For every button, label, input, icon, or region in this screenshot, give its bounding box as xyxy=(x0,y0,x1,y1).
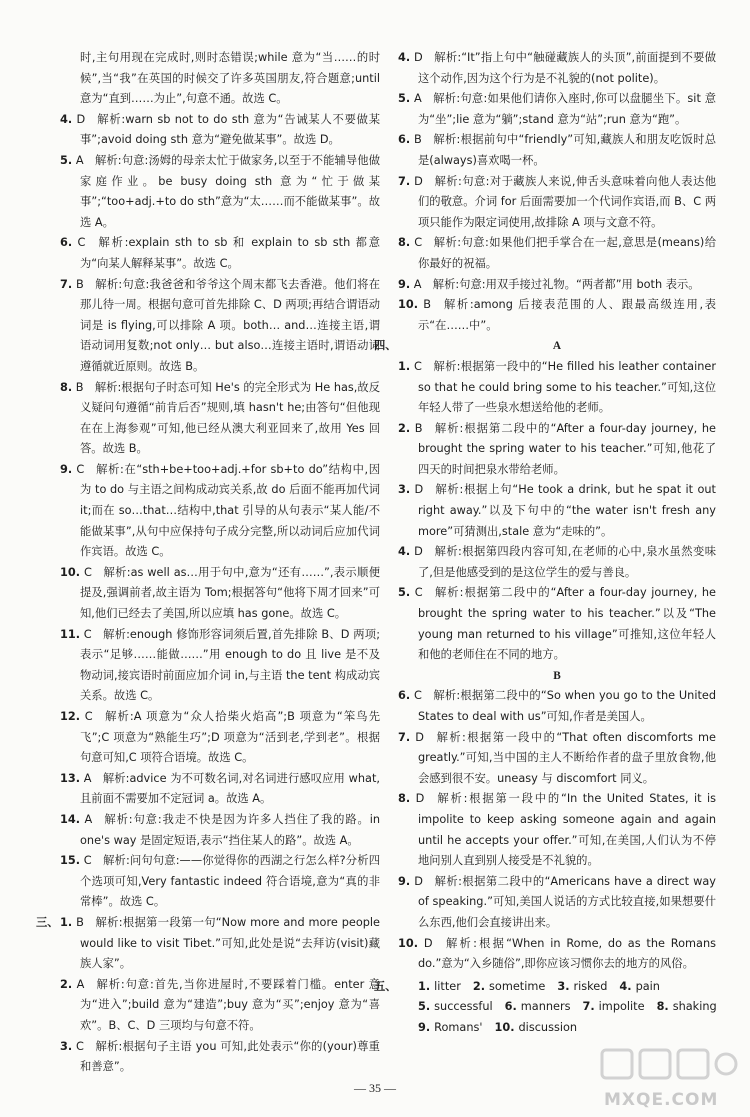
answer-item xyxy=(60,563,380,625)
item-answer: A xyxy=(413,277,422,291)
item-number: 2. xyxy=(398,421,411,435)
answer-item xyxy=(60,460,380,563)
item-explanation: 解析:根据第二段中的“After a four-day journey, he brought the spring water to his teacher.”以及“The young man returned to his village”可推知,这位年轻人和他的老师住在不同的地方。 xyxy=(418,586,717,662)
item-answer: B xyxy=(76,277,84,291)
item-explanation: 解析:句意:如果他们请你入座时,你可以盘腿坐下。sit 意为“坐”;lie 意为“躺”;stand 意为“站”;run 意为“跑”。 xyxy=(418,92,716,126)
watermark-text: MXQE.COM xyxy=(604,1090,719,1110)
item-number: 9. xyxy=(60,462,73,476)
word-answer: pain xyxy=(635,979,660,993)
item-explanation: 解析:根据第二段中的“So when you go to the United States to deal with us”可知,作者是美国人。 xyxy=(418,689,717,723)
item-number: 2. xyxy=(60,977,73,991)
item-number: 1. xyxy=(398,359,411,373)
item-number: 8. xyxy=(398,236,411,250)
item-answer: C xyxy=(83,565,92,579)
item-answer: B xyxy=(414,133,422,147)
item-number: 5. xyxy=(398,586,411,600)
item-explanation: 解析:advice 为不可数名词,对名词进行感叹应用 what,且前面不需要加不定冠词 a。故选 A。 xyxy=(80,771,380,806)
item-explanation: 解析:根据第一段第一句“Now more and more people would like to visit Tibet.”可知,此处是说“去拜访(visit)藏族人家”。 xyxy=(80,915,380,971)
answer-item xyxy=(60,913,380,975)
left-column xyxy=(36,48,381,1078)
item-answer: D xyxy=(414,174,423,188)
passage-heading: B xyxy=(553,669,561,682)
answer-item xyxy=(398,275,716,296)
item-explanation: 解析:warn sb not to do sth 意为“告诫某人不要做某事”;avoid doing sth 意为“避免做某事”。故选 D。 xyxy=(80,112,380,147)
section-5-rows xyxy=(398,977,716,1039)
item-explanation: 解析:根据句子时态可知 He's 的完全形式为 He has,故反义疑问句遵循“前肯后否”规则,填 hasn't he;由答句“但他现在在上海参观”可知,他已经从澳大利亚回来了,故用 Yes 回答。故选 B。 xyxy=(80,380,380,456)
item-answer: A xyxy=(84,812,93,826)
word-number: 5. xyxy=(418,1000,431,1014)
word-number: 4. xyxy=(619,979,632,993)
word-number: 10. xyxy=(494,1020,515,1034)
item-explanation: 解析:根据第四段内容可知,在老师的心中,泉水虽然变味了,但是他感受到的是这位学生的爱与善良。 xyxy=(418,545,716,579)
item-answer: D xyxy=(423,936,433,950)
word-answer: shaking xyxy=(672,1000,717,1014)
answer-item xyxy=(60,233,380,274)
item-number: 9. xyxy=(398,874,411,888)
item-number: 5. xyxy=(60,153,73,167)
item-number: 11. xyxy=(60,627,81,641)
answer-list-right xyxy=(398,48,716,336)
answer-item xyxy=(398,295,716,336)
item-explanation: 解析:A 项意为“众人拾柴火焰高”;B 项意为“笨鸟先飞”;C 项意为“熟能生巧”;D 项意为“活到老,学到老”。根据句意可知,C 项符合语境。故选 C。 xyxy=(80,710,380,765)
item-explanation: 解析:句意:汤姆的母亲太忙于做家务,以至于不能辅导他做家庭作业。be busy doing sth 意为“忙于做某事”;“too+adj.+to do sth”意为“太……而不能做某事”。故选 A。 xyxy=(80,153,380,229)
passage-heading: A xyxy=(552,340,562,353)
item-answer: C xyxy=(414,236,423,250)
item-answer: D xyxy=(76,112,86,126)
answer-item xyxy=(60,275,380,378)
item-explanation: 解析:句意:对于藏族人来说,伸舌头意味着向他人表达他们的敬意。介词 for 后面需要加一个代词作宾语,而 B、C 两项只能作为限定词使用,故排除 A 项与文意不符。 xyxy=(418,174,716,229)
answer-item xyxy=(60,975,380,1037)
item-answer: C xyxy=(414,359,422,373)
item-answer: C xyxy=(83,627,92,641)
word-number: 2. xyxy=(472,979,486,993)
item-number: 7. xyxy=(398,174,411,188)
word-answer: sometime xyxy=(489,979,546,993)
item-number: 7. xyxy=(60,277,73,291)
word-answer: impolite xyxy=(598,1000,645,1014)
section-4-parts xyxy=(398,336,716,974)
item-number: 9. xyxy=(398,277,411,291)
item-explanation: 解析:根据“When in Rome, do as the Romans do.”意为“入乡随俗”,即你应该习惯你去的地方的风俗。 xyxy=(418,936,716,971)
word-row xyxy=(398,977,716,998)
word-number: 9. xyxy=(418,1020,431,1034)
answer-item xyxy=(60,1037,380,1078)
word-answer: litter xyxy=(434,979,461,993)
item-answer: C xyxy=(76,462,85,476)
item-explanation: 解析:根据句子主语 you 可知,此处表示“你的(your)尊重和善意”。 xyxy=(80,1039,380,1074)
item-answer: C xyxy=(77,236,86,250)
answer-item xyxy=(60,151,380,233)
item-answer: D xyxy=(415,792,425,806)
answer-item xyxy=(398,480,716,542)
item-answer: B xyxy=(76,915,84,929)
word-number: 7. xyxy=(582,1000,595,1014)
item-explanation: 解析:句意:如果他们把手掌合在一起,意思是(means)给你最好的祝福。 xyxy=(418,236,716,270)
item-number: 6. xyxy=(60,236,73,250)
answer-item xyxy=(398,872,716,934)
section-3 xyxy=(36,913,380,1078)
answer-item xyxy=(60,625,380,707)
item-number: 8. xyxy=(60,380,73,394)
section-4 xyxy=(374,336,717,974)
item-answer: C xyxy=(83,854,92,868)
word-number: 1. xyxy=(418,979,431,993)
item-number: 13. xyxy=(60,771,81,785)
answer-item xyxy=(398,130,716,171)
answer-item xyxy=(60,707,380,769)
item-number: 1. xyxy=(60,915,73,929)
answer-item xyxy=(60,110,380,151)
answer-item xyxy=(398,233,716,274)
answer-item xyxy=(398,934,716,975)
answer-item xyxy=(398,583,716,665)
answer-item xyxy=(60,769,380,810)
item-answer: A xyxy=(414,92,422,106)
item-explanation: 时,主句用现在完成时,则时态错误;while 意为“当……的时候”,当“我”在英国的时候交了许多英国朋友,符合题意;until 意为“直到……为止”,句意不通。故选 C。 xyxy=(80,51,380,106)
section-5 xyxy=(374,977,717,1039)
item-explanation: 解析:根据上句“He took a drink, but he spat it out right away.”以及下句中的“the water isn't fresh any more”可猜测出,stale 意为“走味的”。 xyxy=(418,483,716,538)
item-explanation: 解析:as well as…用于句中,意为“还有……”,表示顺便提及,强调前者,故主语为 Tom;根据答句“他将下周才回来”可知,他们已经去了美国,所以应填 has gone。故选 C。 xyxy=(80,565,380,621)
item-answer: D xyxy=(414,545,423,559)
item-number: 10. xyxy=(398,936,419,950)
item-explanation: 解析:根据第一段中的“He filled his leather container so that he could bring some to his teacher.”可知,这位年轻人带了一些泉水想送给他的老师。 xyxy=(418,359,716,415)
item-explanation: 解析:根据第二段中的“Americans have a direct way of speaking.”可知,美国人说话的方式比较直接,如果想要什么东西,他们会直接讲出来。 xyxy=(418,874,716,929)
item-number: 6. xyxy=(398,133,411,147)
item-number: 6. xyxy=(398,689,411,703)
section-5-marker: 五、 xyxy=(374,979,397,993)
item-answer: B xyxy=(414,421,423,435)
item-explanation: 解析:根据第一段中的“That often discomforts me greatly.”可知,当中国的主人不断给作者的盘子里放食物,他会感到很不安。uneasy 与 discomfort 同义。 xyxy=(418,730,717,785)
word-answer: successful xyxy=(434,1000,493,1014)
item-answer: A xyxy=(83,771,92,785)
item-answer: A xyxy=(75,153,84,167)
item-explanation: 解析:句意:首先,当你进屋时,不要踩着门槛。enter 意为“进入”;build 意为“建造”;buy 意为“买”;enjoy 意为“喜欢”。B、C、D 三项均与句意不符。 xyxy=(80,977,380,1032)
answer-list-left xyxy=(60,48,380,913)
item-explanation: 解析:句意:我爸爸和爷爷这个周末都飞去香港。他们将在那儿待一周。根据句意可首先排除 C、D 两项;再结合谓语动词是 is flying,可以排除 A 项。both… and…连接主语,谓语动词用复数;not only… but also…连接主语时,谓语动词遵循就近原则。故选 B。 xyxy=(80,277,381,373)
item-number: 15. xyxy=(60,854,81,868)
item-explanation: 解析:根据第二段中的“After a four-day journey, he brought the spring water to his teacher.”可知,他花了四天的时间把泉水带给老师。 xyxy=(418,421,716,476)
item-number: 10. xyxy=(398,298,419,312)
answer-item xyxy=(398,89,716,130)
item-answer: D xyxy=(414,874,423,888)
item-number: 8. xyxy=(398,792,411,806)
item-number: 3. xyxy=(398,483,411,497)
section-4-marker: 四、 xyxy=(374,339,397,353)
answer-item xyxy=(398,789,716,871)
item-explanation: 解析:在“sth+be+too+adj.+for sb+to do”结构中,因为 to do 与主语之间构成动宾关系,故 do 后面不能再加代词 it;而在 so…that…结构中,that 引导的从句表示“某人能/不能做某事”,从句中应保持句子成分完整,所以动词后应加代词作宾语。故选 C。 xyxy=(80,462,380,559)
word-number: 3. xyxy=(557,979,570,993)
item-explanation: 解析:“It”指上句中“触碰藏族人的头顶”,前面提到不要做这个动作,因为这个行为是不礼貌的(not polite)。 xyxy=(418,51,717,85)
item-explanation: 解析:根据前句中“friendly”可知,藏族人和朋友吃饭时总是(always)喜欢喝一杯。 xyxy=(418,133,716,167)
word-number: 8. xyxy=(656,1000,669,1014)
item-answer: C xyxy=(84,710,93,723)
answer-item xyxy=(60,810,380,851)
item-explanation: 解析:among 后接表范围的人、跟最高级连用,表示“在……中”。 xyxy=(418,298,716,332)
answer-item xyxy=(60,378,380,460)
word-answer: manners xyxy=(520,1000,571,1014)
item-explanation: 解析:问句句意:——你觉得你的西湖之行怎么样?分析四个选项可知,Very fantastic indeed 符合语境,意为“真的非常棒”。故选 C。 xyxy=(80,854,380,909)
item-number: 14. xyxy=(60,812,81,826)
item-explanation: 解析:根据第一段中的“In the United States, it is impolite to keep asking someone again and again until he accepts your offer.”可知,在美国,人们认为不停地问别人直到别人接受是不礼貌的。 xyxy=(418,792,716,868)
answer-item xyxy=(60,48,380,110)
answer-item xyxy=(60,851,380,913)
answer-item xyxy=(398,419,716,481)
section-3-marker: 三、 xyxy=(36,915,59,929)
word-number: 6. xyxy=(504,1000,517,1014)
answer-item xyxy=(398,686,716,727)
item-explanation: 解析:explain sth to sb 和 explain to sb sth 都意为“向某人解释某事”。故选 C。 xyxy=(80,236,381,270)
right-column xyxy=(374,48,717,1039)
item-number: 3. xyxy=(60,1039,73,1053)
item-answer: C xyxy=(414,586,423,600)
item-answer: B xyxy=(423,298,432,312)
answer-item xyxy=(398,542,716,583)
answer-item xyxy=(398,357,716,419)
answer-item xyxy=(398,48,716,89)
item-answer: C xyxy=(413,689,422,703)
item-number: 12. xyxy=(60,710,81,723)
word-answer: discussion xyxy=(518,1020,578,1034)
word-row xyxy=(398,1018,716,1039)
page-number: — 35 — xyxy=(354,1081,396,1095)
item-number: 4. xyxy=(398,51,411,64)
word-answer: Romans' xyxy=(434,1020,483,1034)
word-answer: risked xyxy=(573,979,608,993)
word-row xyxy=(398,997,716,1018)
item-answer: D xyxy=(415,730,424,744)
item-number: 4. xyxy=(398,545,411,559)
item-number: 7. xyxy=(398,730,411,744)
answer-item xyxy=(398,172,716,234)
item-explanation: 解析:句意:我走不快是因为许多人挡住了我的路。in one's way 是固定短语,表示“挡住某人的路”。故选 A。 xyxy=(80,812,380,847)
item-number: 5. xyxy=(398,92,411,106)
item-answer: D xyxy=(414,483,424,497)
item-answer: D xyxy=(414,51,423,64)
answer-item xyxy=(398,728,716,790)
section-3-items xyxy=(60,913,380,1078)
item-answer: C xyxy=(76,1039,84,1053)
item-answer: B xyxy=(75,380,84,394)
item-explanation: 解析:句意:用双手接过礼物。“两者都”用 both 表示。 xyxy=(432,277,700,291)
item-explanation: 解析:enough 修饰形容词须后置,首先排除 B、D 两项;表示“足够……能做……”用 enough to do 且 live 是不及物动词,接宾语时前面应加介词 in,与主语 the tent 构成动宾关系。故选 C。 xyxy=(80,627,380,703)
item-number: 4. xyxy=(60,112,73,126)
item-answer: A xyxy=(76,977,85,991)
item-number: 10. xyxy=(60,565,81,579)
